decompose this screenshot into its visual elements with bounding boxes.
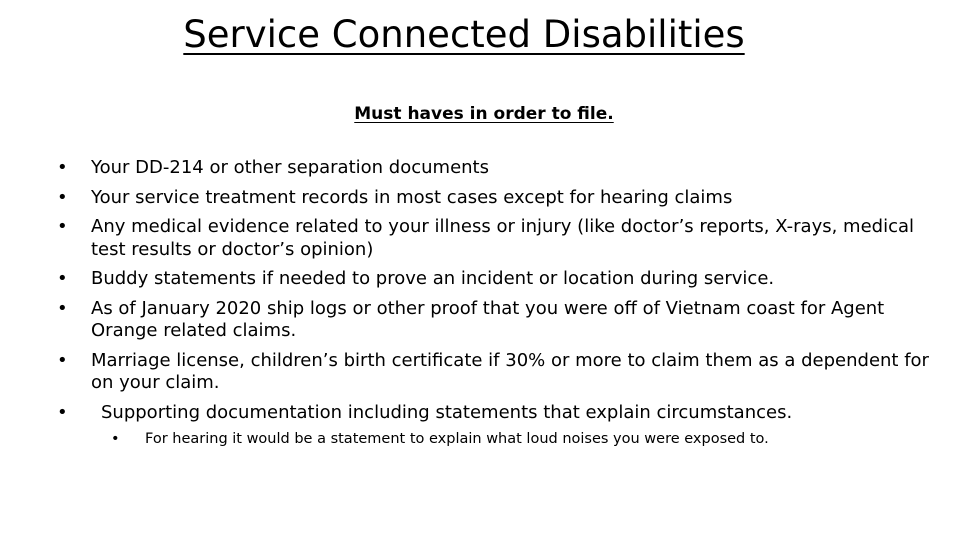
bullet-icon: •: [57, 216, 68, 237]
sub-list-item: [91, 429, 937, 449]
bullet-icon: •: [57, 401, 68, 423]
bullet-icon: •: [111, 431, 120, 447]
sub-list-item-text: For hearing it would be a statement to explain what loud noises you were exposed to.: [145, 431, 769, 447]
list-item: [57, 157, 937, 180]
list-item-text: Supporting documentation including statements that explain circumstances.: [101, 401, 793, 423]
list-item-text: Your DD-214 or other separation documents: [91, 157, 489, 178]
list-item: [57, 268, 937, 291]
sub-list: [91, 429, 937, 449]
list-item: [57, 298, 937, 343]
bullet-icon: •: [57, 157, 68, 178]
list-item: [57, 187, 937, 210]
list-item-text: Any medical evidence related to your illness or injury (like doctor’s reports, X-rays, medical test results or doctor’s opinion): [91, 216, 914, 260]
requirements-list: [57, 157, 937, 456]
bullet-icon: •: [57, 349, 68, 371]
slide-title: Service Connected Disabilities: [183, 13, 745, 56]
list-item-text: Marriage license, children’s birth certificate if 30% or more to claim them as a dependent for on your claim.: [91, 349, 929, 393]
list-item-text: Buddy statements if needed to prove an incident or location during service.: [91, 268, 775, 289]
bullet-icon: •: [57, 297, 68, 319]
slide-subtitle: Must haves in order to file.: [354, 104, 614, 124]
bullet-icon: •: [57, 186, 68, 208]
list-item: [57, 216, 937, 261]
list-item-text: As of January 2020 ship logs or other proof that you were off of Vietnam coast for Agent Orange related claims.: [91, 297, 885, 341]
bullet-icon: •: [57, 268, 68, 289]
list-item-text: Your service treatment records in most cases except for hearing claims: [91, 186, 733, 208]
list-item: [57, 402, 937, 450]
list-item: [57, 350, 937, 395]
